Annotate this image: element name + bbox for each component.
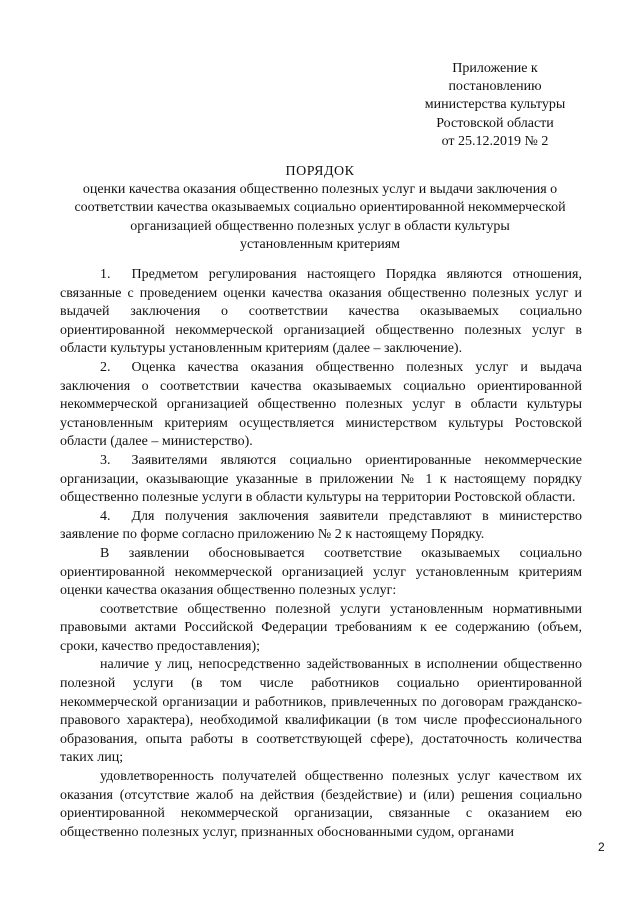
appendix-line: министерства культуры xyxy=(424,97,566,113)
paragraph: В заявлении обосновывается соответствие оказываемых социально ориентированной некоммерческой организацией услуг установленным критериям оценки качества оказания общественно полезных услуг: xyxy=(60,545,582,599)
paragraph: соответствие общественно полезной услуги установленным нормативными правовыми актами Российской Федерации требованиям к ее содержанию (объем, сроки, качество предоставления); xyxy=(60,601,582,654)
appendix-line: постановлению xyxy=(448,79,542,95)
paragraph: 2. Оценка качества оказания общественно полезных услуг и выдача заключения о соответствии качества оказываемых социально ориентированной некоммерческой организацией общественно полезных услуг в области культуры установленным критериям осуществляется министерством культуры Ростовской области (далее – министерство). xyxy=(60,359,582,450)
title-subtitle-line: оценки качества оказания общественно полезных услуг и выдачи заключения о xyxy=(82,182,558,198)
paragraph: наличие у лиц, непосредственно задействованных в исполнении общественно полезной услуги (в том числе работников социально ориентированной некоммерческой организации и работников, привлеченных по договорам гражданско-правового характера), необходимой квалификации (в том числе профессионального образования, опыта работы в соответствующей сфере), достаточность количества таких лиц; xyxy=(60,657,582,766)
appendix-line: Приложение к xyxy=(452,61,538,76)
paragraph: 4. Для получения заключения заявители представляют в министерство заявление по форме согласно приложению № 2 к настоящему Порядку. xyxy=(60,508,582,543)
title-heading: ПОРЯДОК xyxy=(285,164,355,179)
page-number: 2 xyxy=(598,840,605,854)
appendix-line: от 25.12.2019 № 2 xyxy=(441,133,549,149)
appendix-line: Ростовской области xyxy=(436,115,554,131)
paragraph: 3. Заявителями являются социально ориентированные некоммерческие организации, оказывающие указанные в приложении № 1 к настоящему порядку общественно полезные услуги в области культуры на территории Ростовской области. xyxy=(60,452,582,506)
paragraph: 1. Предметом регулирования настоящего Порядка являются отношения, связанные с проведением оценки качества оказания общественно полезных услуг и выдачей заключения о соответствии качества оказываемых социально ориентированной некоммерческой организацией общественно полезных услуг в области культуры установленным критериям (далее – заключение). xyxy=(60,267,582,357)
paragraph: удовлетворенность получателей общественно полезных услуг качеством их оказания (отсутствие жалоб на действия (бездействие) и (или) решения социально ориентированной некоммерческой организации, связанные с оказанием ею общественно полезных услуг, признанных обоснованными судом, органами xyxy=(60,769,582,840)
document-body xyxy=(60,266,582,842)
appendix-note xyxy=(400,60,590,151)
title-subtitle-line: установленным критериям xyxy=(239,236,400,252)
title-subtitle-line: соответствии качества оказываемых социально ориентированной некоммерческой xyxy=(74,200,566,216)
title-subtitle-line: организацией общественно полезных услуг в области культуры xyxy=(130,218,510,234)
document-title xyxy=(60,163,580,254)
